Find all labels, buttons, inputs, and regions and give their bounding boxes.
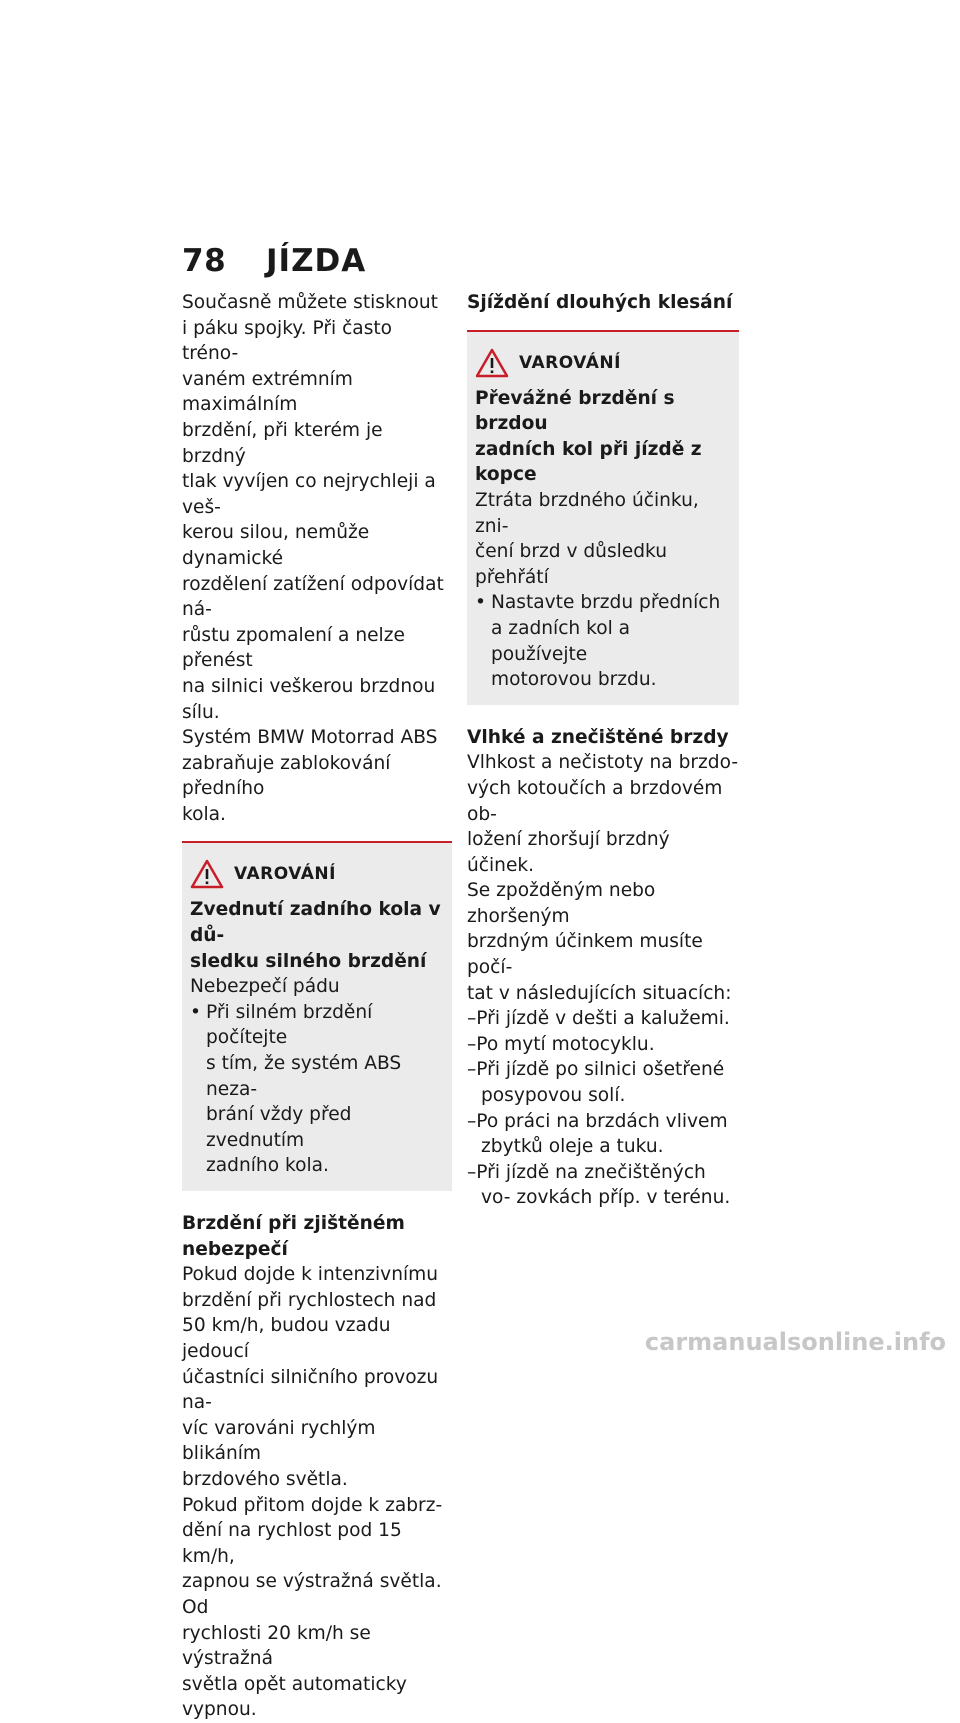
section-heading: Vlhké a znečištěné brzdy <box>467 726 729 748</box>
list-item: –Po mytí motocyklu. <box>467 1033 655 1055</box>
warning-box-rear-wheel-lift <box>182 841 452 1191</box>
text-line: Systém BMW Motorrad ABS <box>182 727 438 749</box>
text-line: brzdění, při kterém je brzdný <box>182 419 383 467</box>
text-line: zapnou se výstražná světla. Od <box>182 1571 442 1618</box>
left-column <box>182 290 452 1723</box>
text-line: růstu zpomalení a nelze přenést <box>182 624 405 672</box>
bullet-line: s tím, že systém ABS neza- <box>206 1053 402 1100</box>
text-line: účastníci silničního provozu na- <box>182 1366 439 1414</box>
bullet-line: • Nastavte brzdu předních <box>475 592 721 614</box>
section-heading-line: nebezpečí <box>182 1238 288 1260</box>
text-line: Současně můžete stisknout <box>182 292 438 313</box>
text-line: zabraňuje zablokování předního <box>182 752 391 800</box>
page-number: 78 <box>182 243 227 279</box>
text-line: 50 km/h, budou vzadu jedoucí <box>182 1315 391 1362</box>
list-item: –Po práci na brzdách vlivem zbytků oleje a tuku. <box>467 1110 728 1158</box>
warning-label: VAROVÁNÍ <box>234 864 336 885</box>
text-line: Se zpožděným nebo zhoršeným <box>467 880 656 927</box>
section-wet-brakes <box>467 725 739 1211</box>
list-item: –Při jízdě na znečištěných vo- zovkách příp. v terénu. <box>467 1161 731 1209</box>
abs-paragraph <box>182 725 452 827</box>
text-line: víc varováni rychlým blikáním <box>182 1417 376 1465</box>
warning-header <box>475 348 731 378</box>
right-column <box>467 290 739 1211</box>
section-heading: Sjíždění dlouhých klesání <box>467 292 733 313</box>
watermark: carmanualsonline.info <box>644 1328 946 1356</box>
text-line: brzdění při rychlostech nad <box>182 1289 437 1311</box>
bullet-line: a zadních kol a používejte <box>491 617 631 665</box>
text-line: Pokud dojde k intenzivnímu <box>182 1264 439 1286</box>
warning-body-line: čení brzd v důsledku přehřátí <box>475 541 668 588</box>
text-line: rozdělení zatížení odpovídat ná- <box>182 573 444 621</box>
warning-bullets <box>190 1000 444 1179</box>
text-line: brzdového světla. <box>182 1468 348 1490</box>
warning-box-downhill <box>467 330 739 705</box>
intro-paragraph <box>182 290 452 725</box>
list-item: –Při jízdě v dešti a kalužemi. <box>467 1008 730 1030</box>
text-line: vých kotoučích a brzdovém ob- <box>467 777 723 825</box>
bullet-line: zadního kola. <box>206 1155 329 1177</box>
text-line: i páku spojky. Při často tréno- <box>182 317 393 365</box>
list-item: –Při jízdě po silnici ošetřené posypovou solí. <box>467 1059 725 1107</box>
text-line: dění na rychlost pod 15 km/h, <box>182 1520 402 1567</box>
warning-triangle-icon <box>475 348 509 378</box>
bullet-line: brání vždy před zvednutím <box>206 1104 352 1151</box>
warning-danger: Nebezpečí pádu <box>190 976 340 998</box>
warning-bullets <box>475 590 731 692</box>
text-line: rychlosti 20 km/h se výstražná <box>182 1622 371 1670</box>
bullet-line: motorovou brzdu. <box>491 669 657 691</box>
warning-title-line: Zvednutí zadního kola v dů- <box>190 899 441 947</box>
text-line: Vlhkost a nečistoty na brzdo- <box>467 752 739 774</box>
section-heading-line: Brzdění při zjištěném <box>182 1213 405 1234</box>
warning-title-line: sledku silného brzdění <box>190 950 427 972</box>
warning-title-line: Převážné brzdění s brzdou <box>475 387 675 435</box>
bullet-line: • Při silném brzdění počítejte <box>190 1001 373 1049</box>
text-line: tat v následujících situacích: <box>467 982 732 1004</box>
situations-list <box>467 1006 739 1211</box>
warning-body-line: Ztráta brzdného účinku, zni- <box>475 489 699 537</box>
page-title: JÍZDA <box>266 243 367 279</box>
text-line: kerou silou, nemůže dynamické <box>182 522 370 569</box>
text-line: ložení zhoršují brzdný účinek. <box>467 829 670 876</box>
text-line: na silnici veškerou brzdnou sílu. <box>182 675 436 723</box>
text-line: tlak vyvíjen co nejrychleji a veš- <box>182 471 436 518</box>
text-line: světla opět automaticky vypnou. <box>182 1673 407 1721</box>
warning-title-line: zadních kol při jízdě z kopce <box>475 438 702 486</box>
text-line: Pokud přitom dojde k zabrz- <box>182 1494 443 1516</box>
text-line: brzdným účinkem musíte počí- <box>467 931 703 979</box>
warning-label: VAROVÁNÍ <box>519 352 621 373</box>
warning-triangle-icon <box>190 859 224 889</box>
warning-header <box>190 859 444 889</box>
text-line: vaném extrémním maximálním <box>182 368 353 416</box>
text-line: kola. <box>182 803 226 825</box>
section-danger-braking <box>182 1211 452 1723</box>
